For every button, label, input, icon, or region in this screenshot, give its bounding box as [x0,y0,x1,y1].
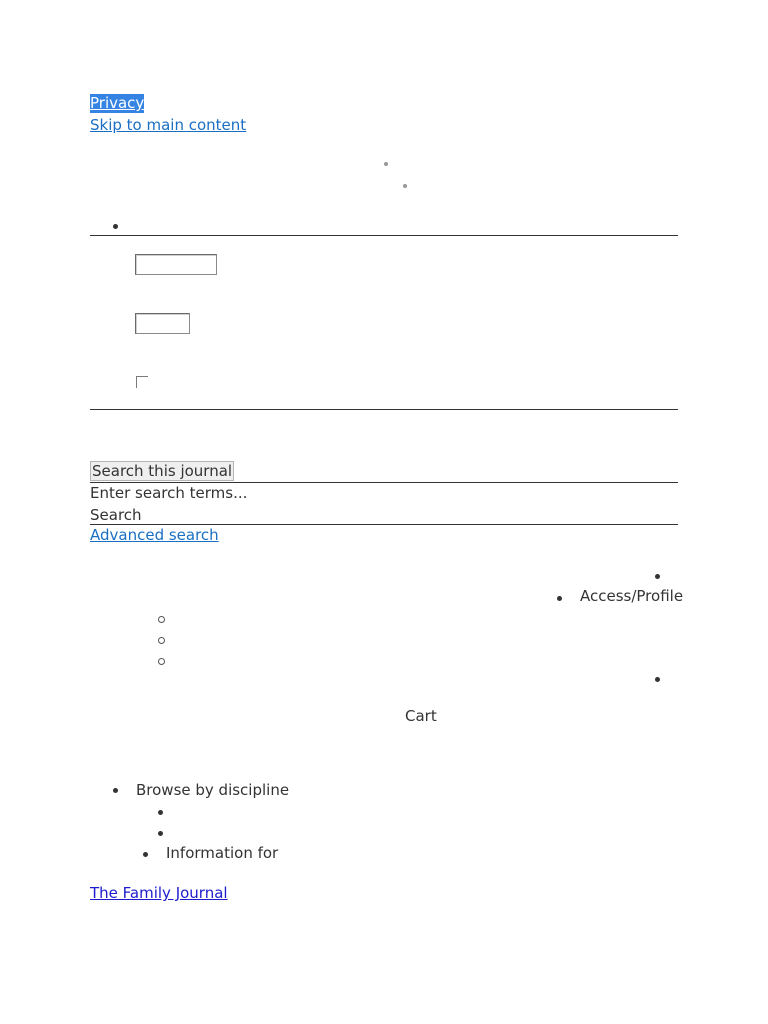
list-circle [158,616,165,623]
skip-to-main-link[interactable]: Skip to main content [90,116,247,134]
list-bullet [655,677,660,682]
remember-me-checkbox[interactable] [136,376,148,388]
advanced-search-link[interactable]: Advanced search [90,526,219,544]
username-field[interactable] [135,254,217,275]
password-field[interactable] [135,313,190,334]
divider [90,235,678,236]
list-circle [158,637,165,644]
search-input[interactable]: Enter search terms... [90,484,248,502]
list-bullet [113,224,118,229]
list-bullet [655,574,660,579]
information-for-menu[interactable]: Information for [166,844,279,862]
browse-by-discipline-menu[interactable]: Browse by discipline [136,781,290,799]
search-submit-button[interactable]: Search [90,506,142,524]
list-bullet [113,788,118,793]
carousel-dot [384,162,388,166]
divider [90,482,678,483]
list-bullet [143,852,148,857]
divider [90,409,678,410]
search-journal-toggle[interactable]: Search this journal [92,462,233,480]
list-bullet [158,810,163,815]
carousel-dot [403,184,407,188]
privacy-link[interactable]: Privacy [90,94,145,112]
journal-title-link[interactable]: The Family Journal [90,884,228,902]
cart-link[interactable]: Cart [405,707,437,725]
divider [90,524,678,525]
access-profile-menu[interactable]: Access/Profile [580,587,684,605]
list-circle [158,658,165,665]
list-bullet [557,596,562,601]
list-bullet [158,831,163,836]
